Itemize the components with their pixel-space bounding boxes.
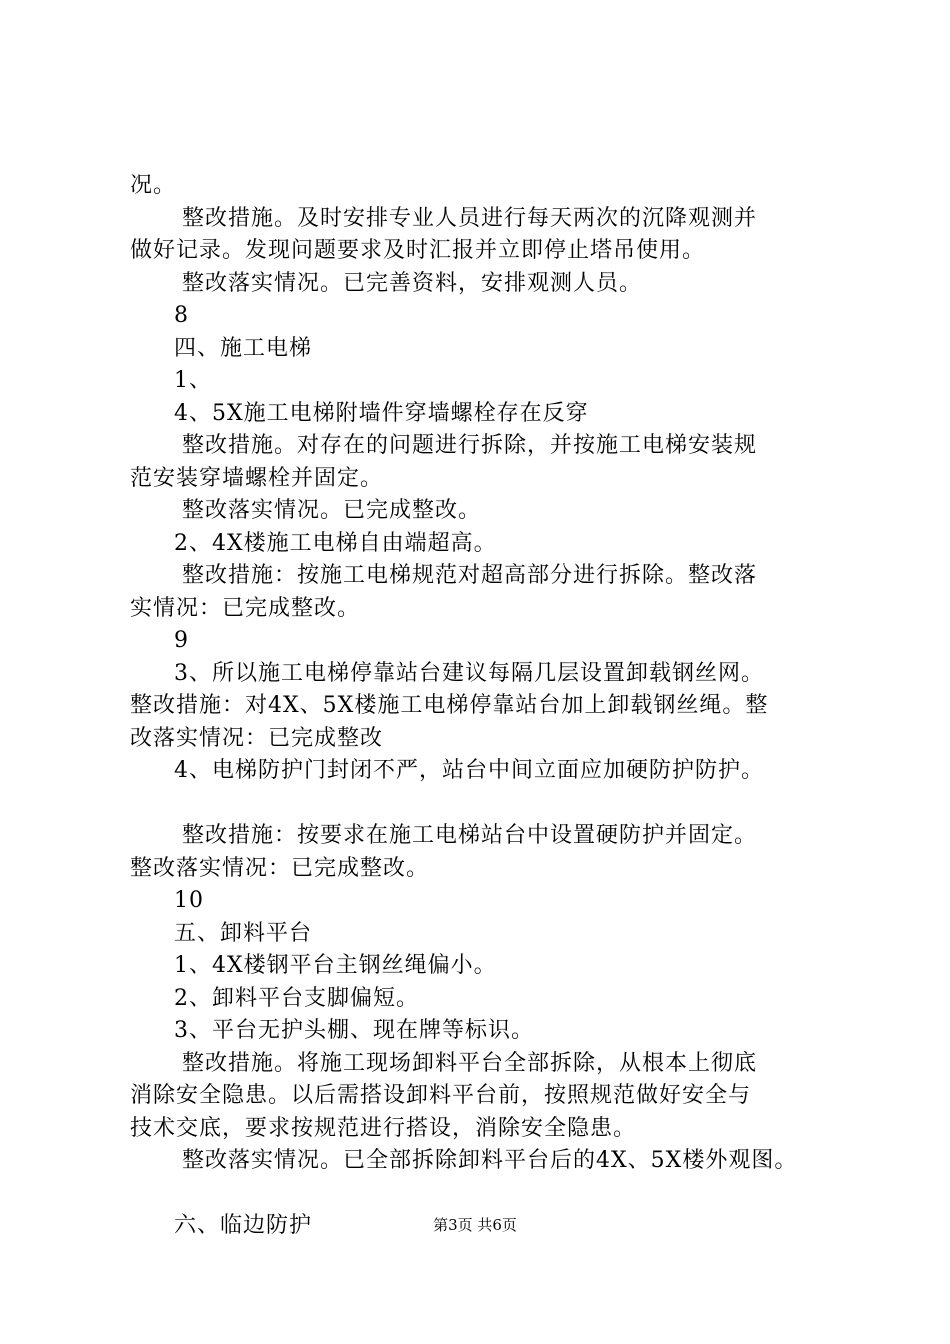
text-line: 五、卸料平台 — [174, 920, 313, 946]
text-line: 3、所以施工电梯停靠站台建议每隔几层设置卸载钢丝网。 — [174, 660, 764, 686]
text-line: 整改落实情况。已全部拆除卸料平台后的4X、5X楼外观图。 — [182, 1148, 798, 1173]
text-line: 整改落实情况。已完善资料，安排观测人员。 — [182, 270, 643, 296]
text-line: 9 — [174, 628, 189, 653]
page-footer: 第3页 共6页 — [433, 1216, 517, 1234]
text-line: 改落实情况：已完成整改 — [130, 725, 384, 751]
text-line: 10 — [174, 888, 204, 913]
text-line: 整改措施：按要求在施工电梯站台中设置硬防护并固定。 — [182, 823, 758, 848]
text-line: 整改措施。对存在的问题进行拆除，并按施工电梯安装规 — [182, 433, 758, 458]
text-line: 2、卸料平台支脚偏短。 — [174, 985, 419, 1011]
text-line: 整改措施。将施工现场卸料平台全部拆除，从根本上彻底 — [182, 1050, 758, 1076]
text-line: 4、5X施工电梯附墙件穿墙螺栓存在反穿 — [174, 400, 589, 426]
document-body — [130, 170, 840, 1243]
text-line: 整改措施。及时安排专业人员进行每天两次的沉降观测并 — [182, 205, 758, 231]
text-line: 8 — [174, 303, 189, 328]
text-line: 1、4X楼钢平台主钢丝绳偏小。 — [174, 953, 497, 978]
text-line: 实情况：已完成整改。 — [130, 595, 361, 621]
text-line: 范安装穿墙螺栓并固定。 — [130, 465, 384, 491]
text-line: 1、 — [174, 368, 212, 393]
text-line: 2、4X楼施工电梯自由端超高。 — [174, 530, 497, 556]
text-line: 整改落实情况：已完成整改。 — [130, 855, 430, 881]
text-line: 3、平台无护头棚、现在牌等标识。 — [174, 1018, 534, 1043]
text-line: 消除安全隐患。以后需搭设卸料平台前，按照规范做好安全与 — [130, 1083, 752, 1108]
text-line: 整改措施：对4X、5X楼施工电梯停靠站台加上卸载钢丝绳。整 — [130, 693, 769, 718]
text-line: 况。 — [130, 173, 177, 198]
text-line: 4、电梯防护门封闭不严，站台中间立面应加硬防护防护。 — [174, 758, 764, 783]
text-line: 整改落实情况。已完成整改。 — [182, 498, 482, 523]
text-line: 六、临边防护 — [174, 1213, 313, 1238]
blank-line — [130, 788, 840, 821]
blank-line — [130, 1178, 840, 1211]
text-line: 四、施工电梯 — [174, 335, 313, 361]
text-line: 做好记录。发现问题要求及时汇报并立即停止塔吊使用。 — [130, 238, 706, 263]
text-line: 整改措施：按施工电梯规范对超高部分进行拆除。整改落 — [182, 563, 758, 588]
text-line: 技术交底，要求按规范进行搭设，消除安全隐患。 — [130, 1115, 637, 1141]
